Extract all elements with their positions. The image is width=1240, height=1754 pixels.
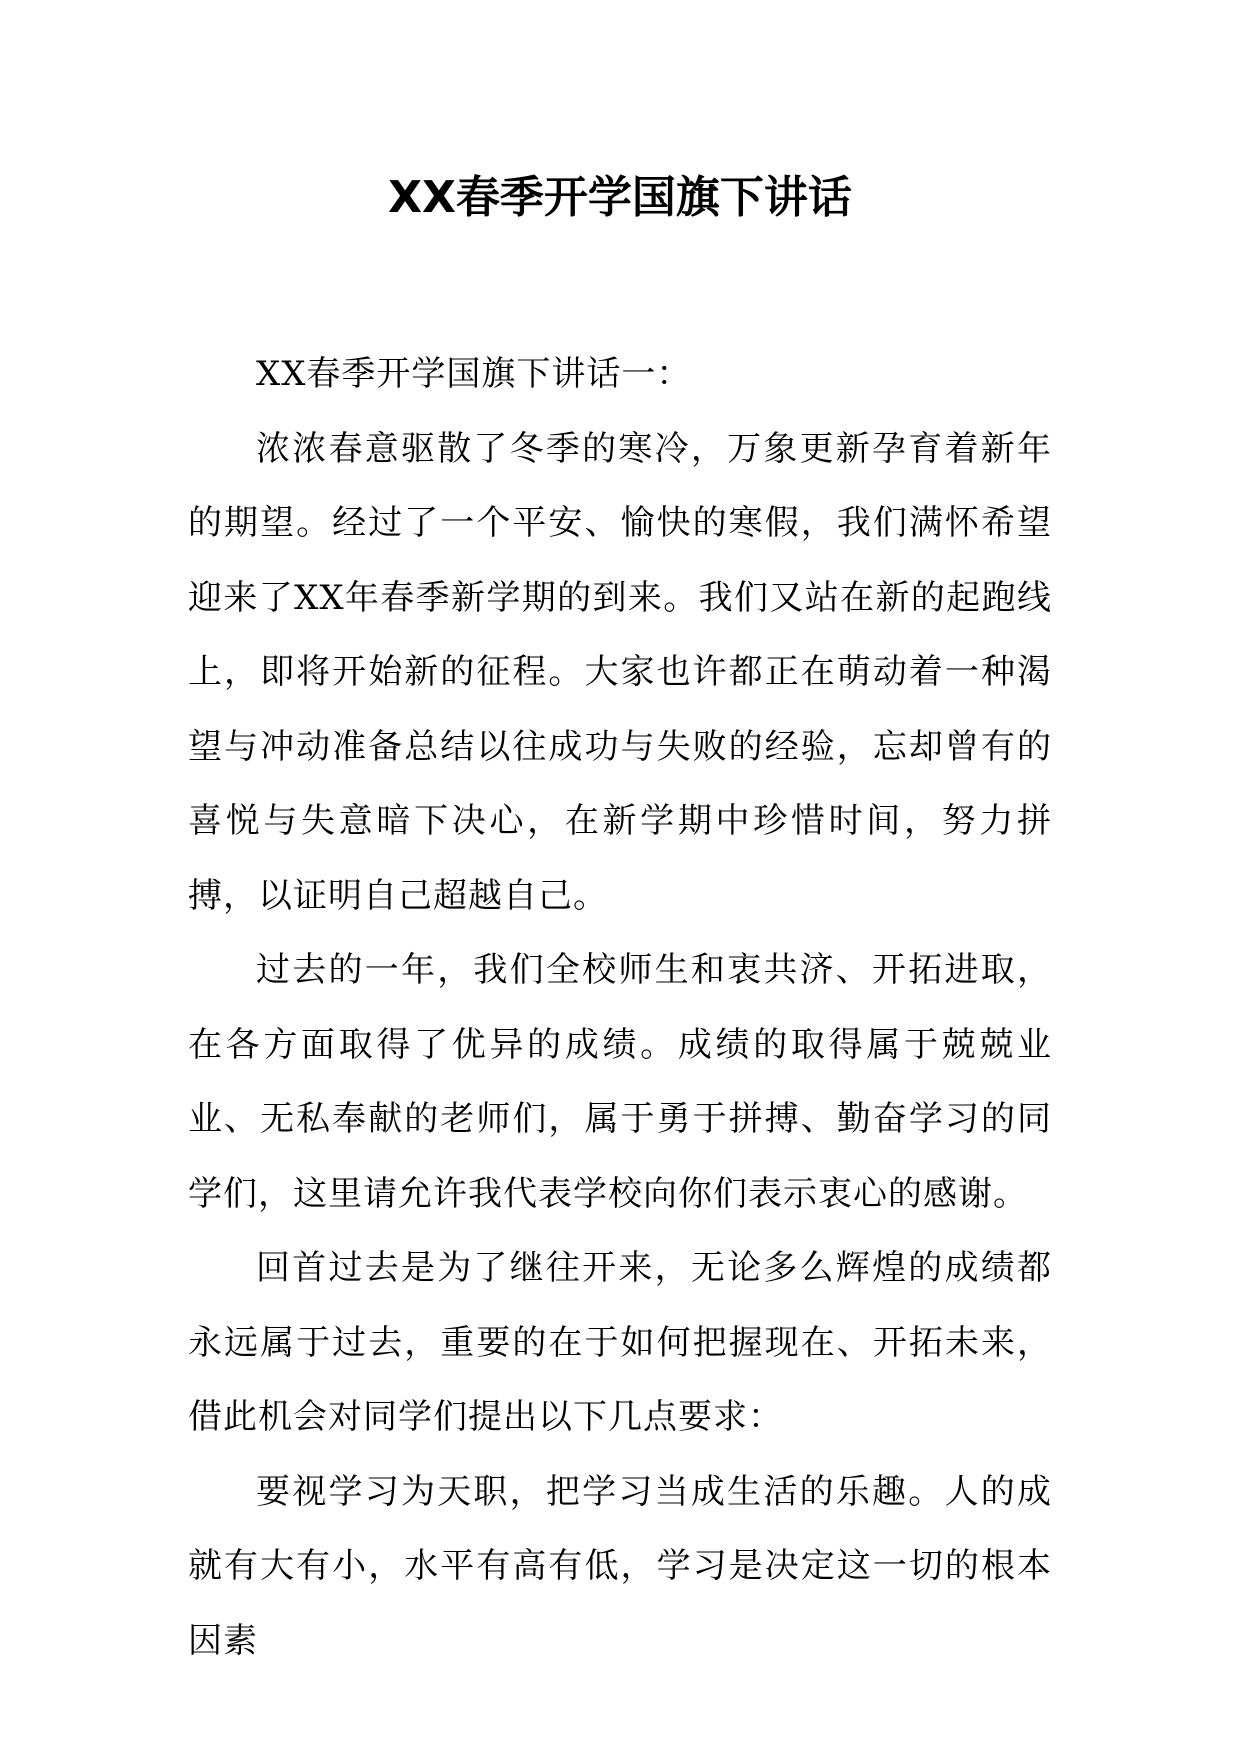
document-body	[188, 337, 1052, 1678]
document-title: XX春季开学国旗下讲话	[388, 172, 852, 223]
paragraph: 过去的一年，我们全校师生和衷共济、开拓进取，在各方面取得了优异的成绩。成绩的取得属于兢兢业业、无私奉献的老师们，属于勇于拼搏、勤奋学习的同学们，这里请允许我代表学校向你们表示衷心的感谢。	[188, 950, 1052, 1214]
paragraph: 浓浓春意驱散了冬季的寒冷，万象更新孕育着新年的期望。经过了一个平安、愉快的寒假，我们满怀希望迎来了XX年春季新学期的到来。我们又站在新的起跑线上，即将开始新的征程。大家也许都正在萌动着一种渴望与冲动准备总结以往成功与失败的经验，忘却曾有的喜悦与失意暗下决心，在新学期中珍惜时间，努力拼搏，以证明自己超越自己。	[188, 428, 1052, 916]
paragraph-heading: XX春季开学国旗下讲话一：	[256, 354, 692, 394]
paragraph: 回首过去是为了继往开来，无论多么辉煌的成绩都永远属于过去，重要的在于如何把握现在、开拓未来，借此机会对同学们提出以下几点要求：	[188, 1248, 1052, 1437]
paragraph: 要视学习为天职，把学习当成生活的乐趣。人的成就有大有小，水平有高有低，学习是决定这一切的根本因素	[188, 1471, 1052, 1661]
